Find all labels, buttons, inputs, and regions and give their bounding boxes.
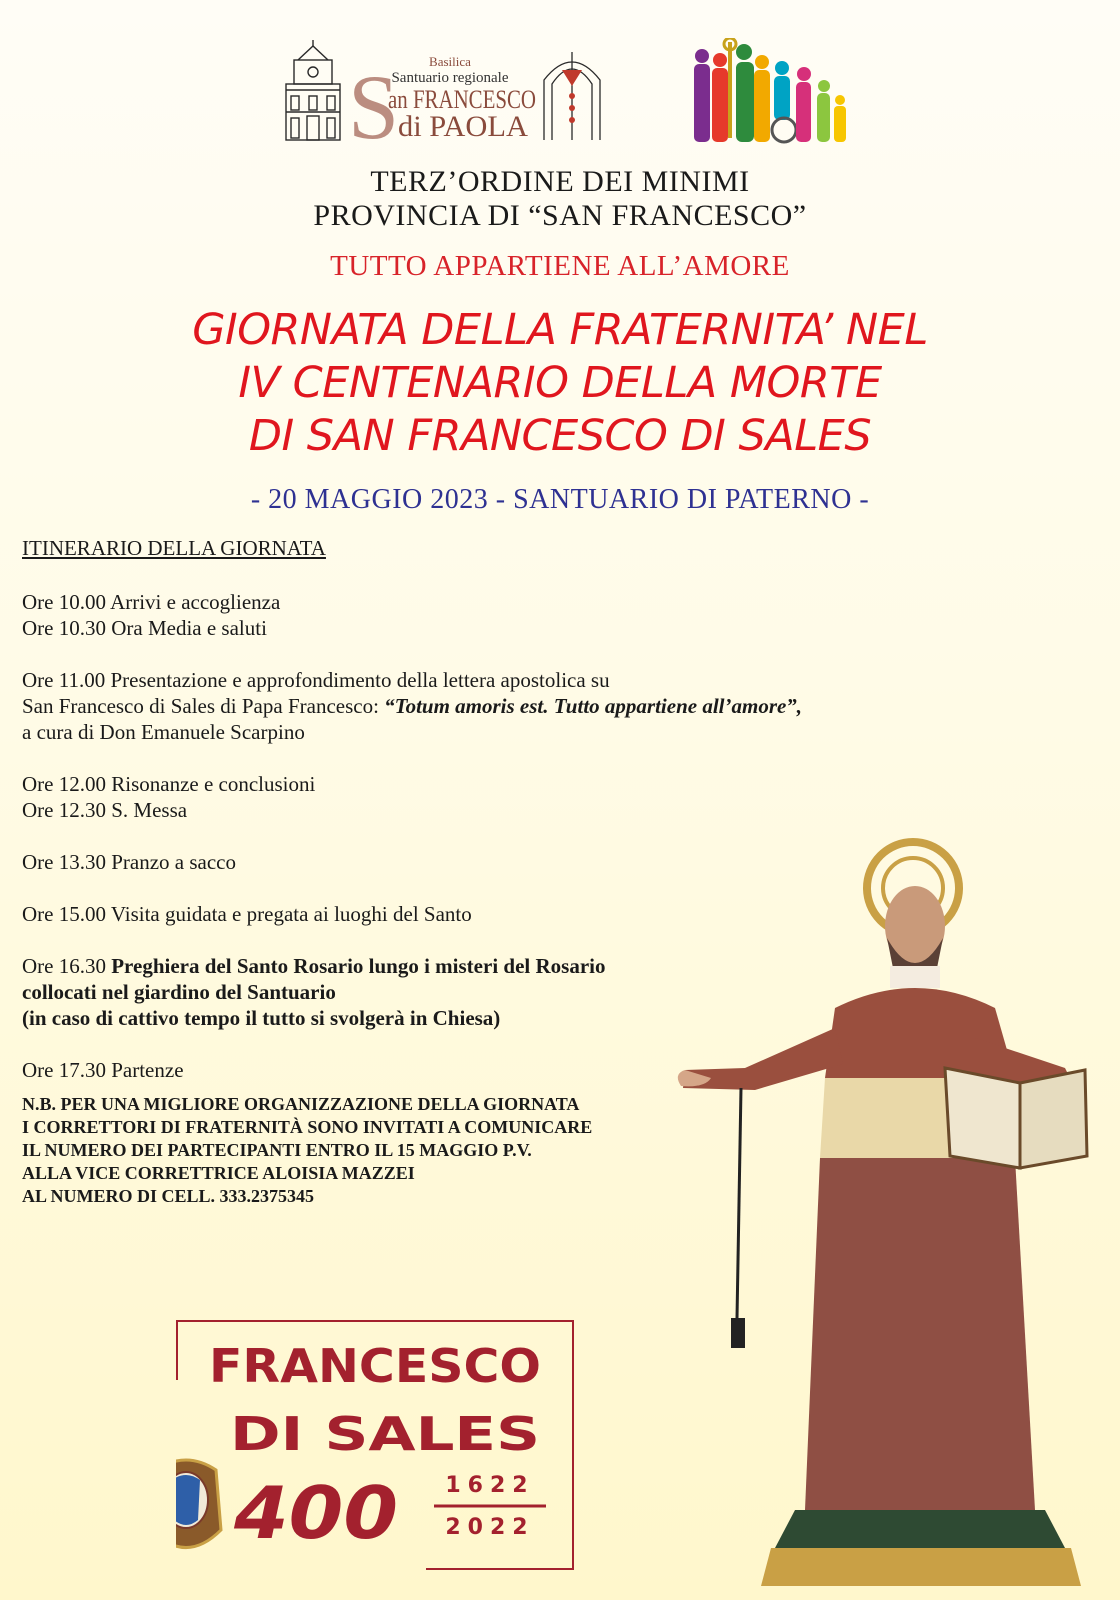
date-location: - 20 MAGGIO 2023 - SANTUARIO DI PATERNO -: [250, 484, 870, 515]
itinerary-item: Ore 12.00 Risonanze e conclusioni: [22, 772, 316, 796]
minimi-seal-icon: [176, 1460, 221, 1548]
page-title: [0, 304, 1120, 463]
itinerary-item: Ore 15.00 Visita guidata e pregata ai luoghi del Santo: [22, 902, 472, 926]
logo-name2: di PAOLA: [398, 110, 529, 143]
badge-line1: FRANCESCO: [209, 1339, 541, 1393]
itinerary-item: Ore 10.00 Arrivi e accoglienza: [22, 590, 281, 614]
logo-initial: S: [348, 56, 400, 145]
itinerary-title: ITINERARIO DELLA GIORNATA: [22, 536, 326, 560]
logo-name1: an FRANCESCO: [388, 85, 536, 114]
itinerary-group-morning: [22, 589, 1042, 641]
note-line: I CORRETTORI DI FRATERNITÀ SONO INVITATI A COMUNICARE: [22, 1117, 593, 1137]
itinerary-text: San Francesco di Sales di Papa Francesco:: [22, 694, 385, 718]
gothic-arch-icon: [544, 52, 600, 140]
logo-line2: Santuario regionale: [391, 70, 509, 86]
note-line: N.B. PER UNA MIGLIORE ORGANIZZAZIONE DELLA GIORNATA: [22, 1094, 580, 1114]
basilica-logo: [282, 40, 627, 145]
itinerary-item: (in caso di cattivo tempo il tutto si svolgerà in Chiesa): [22, 1006, 501, 1030]
title-line1: GIORNATA DELLA FRATERNITA’ NEL: [192, 305, 928, 355]
registration-note: [22, 1093, 592, 1208]
basilica-facade-icon: [286, 40, 340, 140]
badge-line2: DI SALES: [230, 1407, 540, 1461]
badge-year-start: 1622: [445, 1473, 535, 1498]
saint-statue-image: [675, 838, 1095, 1586]
org-line1: TERZ’ORDINE DEI MINIMI: [370, 165, 750, 198]
itinerary-item: Ore 11.00 Presentazione e approfondimento della lettera apostolica su: [22, 668, 610, 692]
book-icon: [945, 1068, 1087, 1168]
pilgrims-group-icon: [690, 38, 850, 148]
itinerary-item: Ore 13.30 Pranzo a sacco: [22, 850, 236, 874]
itinerary-item: collocati nel giardino del Santuario: [22, 980, 336, 1004]
itinerary-item: Ore 17.30 Partenze: [22, 1058, 184, 1082]
itinerary-group-presentation: [22, 667, 1042, 745]
org-line2: PROVINCIA DI “SAN FRANCESCO”: [313, 199, 807, 232]
itinerary-item: a cura di Don Emanuele Scarpino: [22, 720, 305, 744]
letter-quote: “Totum amoris est. Tutto appartiene all’amore”,: [384, 694, 803, 718]
note-line: AL NUMERO DI CELL. 333.2375345: [22, 1186, 315, 1206]
organization-name: [0, 165, 1120, 233]
badge-year-end: 2022: [445, 1515, 535, 1540]
itinerary-group-midday: [22, 771, 1042, 823]
itinerary-item: Ore 10.30 Ora Media e saluti: [22, 616, 267, 640]
itinerary-time: Ore 16.30: [22, 954, 112, 978]
itinerary-item: Ore 12.30 S. Messa: [22, 798, 188, 822]
itinerary-item: [22, 693, 1042, 719]
title-line2: IV CENTENARIO DELLA MORTE: [238, 358, 882, 408]
anniversary-badge: [176, 1320, 574, 1570]
note-line: ALLA VICE CORRETTRICE ALOISIA MAZZEI: [22, 1163, 415, 1183]
motto: TUTTO APPARTIENE ALL’AMORE: [330, 250, 790, 282]
badge-number: 400: [232, 1471, 398, 1555]
title-line3: DI SAN FRANCESCO DI SALES: [248, 411, 872, 461]
note-line: IL NUMERO DEI PARTECIPANTI ENTRO IL 15 MAGGIO P.V.: [22, 1140, 532, 1160]
itinerary-text: Preghiera del Santo Rosario lungo i misteri del Rosario: [111, 954, 606, 978]
logo-line1: Basilica: [429, 54, 471, 69]
